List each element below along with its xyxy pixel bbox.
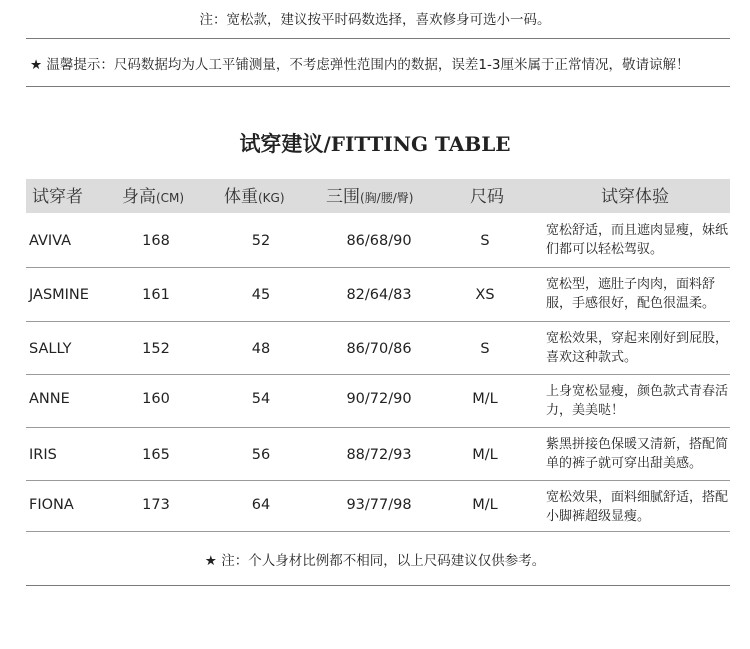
header-measure-unit: (胸/腰/臀) bbox=[360, 191, 414, 205]
cell-weight: 48 bbox=[251, 341, 271, 357]
row-divider bbox=[26, 531, 730, 532]
cell-size: M/L bbox=[472, 447, 498, 463]
cell-name: ANNE bbox=[29, 391, 70, 407]
cell-height: 161 bbox=[142, 287, 170, 303]
cell-experience: 宽松型，遮肚子肉肉，面料舒服，手感很好，配色很温柔。 bbox=[546, 277, 716, 311]
table-row bbox=[26, 374, 730, 427]
cell-measure: 82/64/83 bbox=[346, 287, 412, 303]
divider bbox=[26, 38, 730, 39]
cell-experience: 宽松效果，面料细腻舒适，搭配小脚裤超级显瘦。 bbox=[546, 490, 729, 524]
header-weight-label: 体重 bbox=[224, 187, 258, 207]
divider bbox=[26, 585, 730, 586]
header-height-unit: (CM) bbox=[156, 191, 185, 205]
header-experience: 试穿体验 bbox=[601, 187, 669, 207]
cell-name: FIONA bbox=[29, 497, 74, 513]
section-title bbox=[0, 128, 750, 158]
header-weight-unit: (KG) bbox=[258, 191, 285, 205]
title-cn: 试穿建议 bbox=[239, 132, 324, 156]
cell-name: JASMINE bbox=[29, 287, 89, 303]
header-name: 试穿者 bbox=[32, 187, 83, 207]
cell-size: S bbox=[480, 341, 490, 357]
cell-measure: 86/70/86 bbox=[346, 341, 412, 357]
header-measure-label: 三围 bbox=[326, 187, 360, 207]
cell-weight: 54 bbox=[251, 391, 271, 407]
cell-weight: 56 bbox=[251, 447, 271, 463]
header-measure bbox=[326, 179, 413, 213]
cell-name: AVIVA bbox=[29, 233, 72, 249]
cell-measure: 88/72/93 bbox=[346, 447, 412, 463]
table-row bbox=[26, 321, 730, 374]
cell-measure: 90/72/90 bbox=[346, 391, 412, 407]
cell-experience: 紫黑拼接色保暖又清新，搭配简单的裤子就可穿出甜美感。 bbox=[546, 437, 729, 471]
cell-height: 160 bbox=[142, 391, 170, 407]
table-header bbox=[26, 179, 730, 213]
cell-height: 168 bbox=[142, 233, 170, 249]
cell-height: 152 bbox=[142, 341, 170, 357]
header-height bbox=[122, 179, 184, 213]
title-en: /FITTING TABLE bbox=[323, 132, 511, 156]
header-size: 尺码 bbox=[470, 187, 504, 207]
cell-experience: 宽松舒适，而且遮肉显瘦，妹纸们都可以轻松驾驭。 bbox=[546, 223, 729, 257]
table-row bbox=[26, 427, 730, 480]
cell-measure: 86/68/90 bbox=[346, 233, 412, 249]
cell-name: SALLY bbox=[29, 341, 72, 357]
cell-size: XS bbox=[475, 287, 495, 303]
cell-height: 165 bbox=[142, 447, 170, 463]
cell-height: 173 bbox=[142, 497, 170, 513]
table-row bbox=[26, 267, 730, 321]
header-height-label: 身高 bbox=[122, 187, 156, 207]
divider bbox=[26, 86, 730, 87]
cell-weight: 52 bbox=[251, 233, 271, 249]
cell-weight: 64 bbox=[251, 497, 271, 513]
cell-experience: 上身宽松显瘦，颜色款式青春活力，美美哒！ bbox=[546, 384, 729, 418]
cell-size: S bbox=[480, 233, 490, 249]
table-row bbox=[26, 213, 730, 267]
cell-name: IRIS bbox=[29, 447, 57, 463]
cell-weight: 45 bbox=[251, 287, 271, 303]
header-weight bbox=[224, 179, 285, 213]
cell-size: M/L bbox=[472, 391, 498, 407]
table-row bbox=[26, 480, 730, 531]
disclaimer-note: ★ 注：个人身材比例都不相同，以上尺码建议仅供参考。 bbox=[204, 553, 546, 569]
cell-measure: 93/77/98 bbox=[346, 497, 412, 513]
cell-size: M/L bbox=[472, 497, 498, 513]
cell-experience: 宽松效果，穿起来刚好到屁股，喜欢这种款式。 bbox=[546, 331, 729, 365]
measurement-tip: ★ 温馨提示：尺码数据均为人工平铺测量，不考虑弹性范围内的数据，误差1-3厘米属于正常情况，敬请谅解！ bbox=[30, 57, 690, 73]
fit-note: 注：宽松款，建议按平时码数选择，喜欢修身可选小一码。 bbox=[199, 12, 551, 28]
